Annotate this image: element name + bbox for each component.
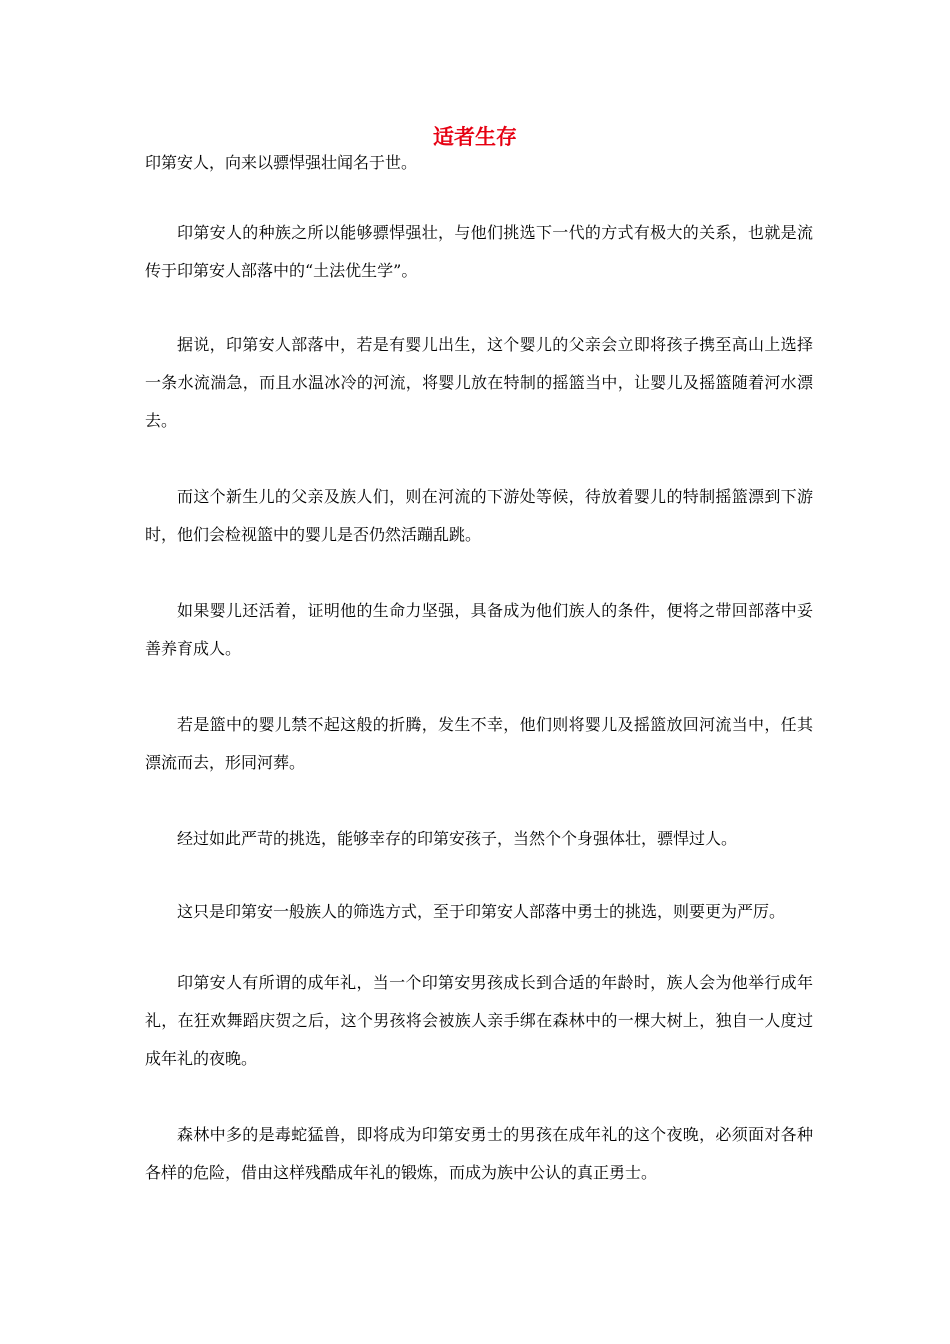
paragraph-9: 印第安人有所谓的成年礼，当一个印第安男孩成长到合适的年龄时，族人会为他举行成年礼，在狂欢舞蹈庆贺之后，这个男孩将会被族人亲手绑在森林中的一棵大树上，独自一人度过成年礼的夜晚。 bbox=[145, 973, 813, 1068]
paragraph-5: 如果婴儿还活着，证明他的生命力坚强，具备成为他们族人的条件，便将之带回部落中妥善养育成人。 bbox=[145, 601, 813, 658]
paragraph-6: 若是篮中的婴儿禁不起这般的折腾，发生不幸，他们则将婴儿及摇篮放回河流当中，任其漂流而去，形同河葬。 bbox=[145, 715, 813, 772]
paragraph-1: 印第安人，向来以骠悍强壮闻名于世。 bbox=[145, 153, 418, 172]
paragraph-4: 而这个新生儿的父亲及族人们，则在河流的下游处等候，待放着婴儿的特制摇篮漂到下游时，他们会检视篮中的婴儿是否仍然活蹦乱跳。 bbox=[145, 487, 813, 544]
paragraph-10: 森林中多的是毒蛇猛兽，即将成为印第安勇士的男孩在成年礼的这个夜晚，必须面对各种各样的危险，借由这样残酷成年礼的锻炼，而成为族中公认的真正勇士。 bbox=[145, 1125, 813, 1182]
paragraph-3: 据说，印第安人部落中，若是有婴儿出生，这个婴儿的父亲会立即将孩子携至高山上选择一条水流湍急，而且水温冰冷的河流，将婴儿放在特制的摇篮当中，让婴儿及摇篮随着河水漂去。 bbox=[145, 335, 813, 430]
document-title: 适者生存 bbox=[433, 124, 517, 149]
paragraph-7: 经过如此严苛的挑选，能够幸存的印第安孩子，当然个个身强体壮，骠悍过人。 bbox=[177, 829, 738, 848]
paragraph-8: 这只是印第安一般族人的筛选方式，至于印第安人部落中勇士的挑选，则要更为严厉。 bbox=[177, 902, 786, 921]
paragraph-2: 印第安人的种族之所以能够骠悍强壮，与他们挑选下一代的方式有极大的关系，也就是流传于印第安人部落中的“土法优生学”。 bbox=[145, 223, 813, 280]
